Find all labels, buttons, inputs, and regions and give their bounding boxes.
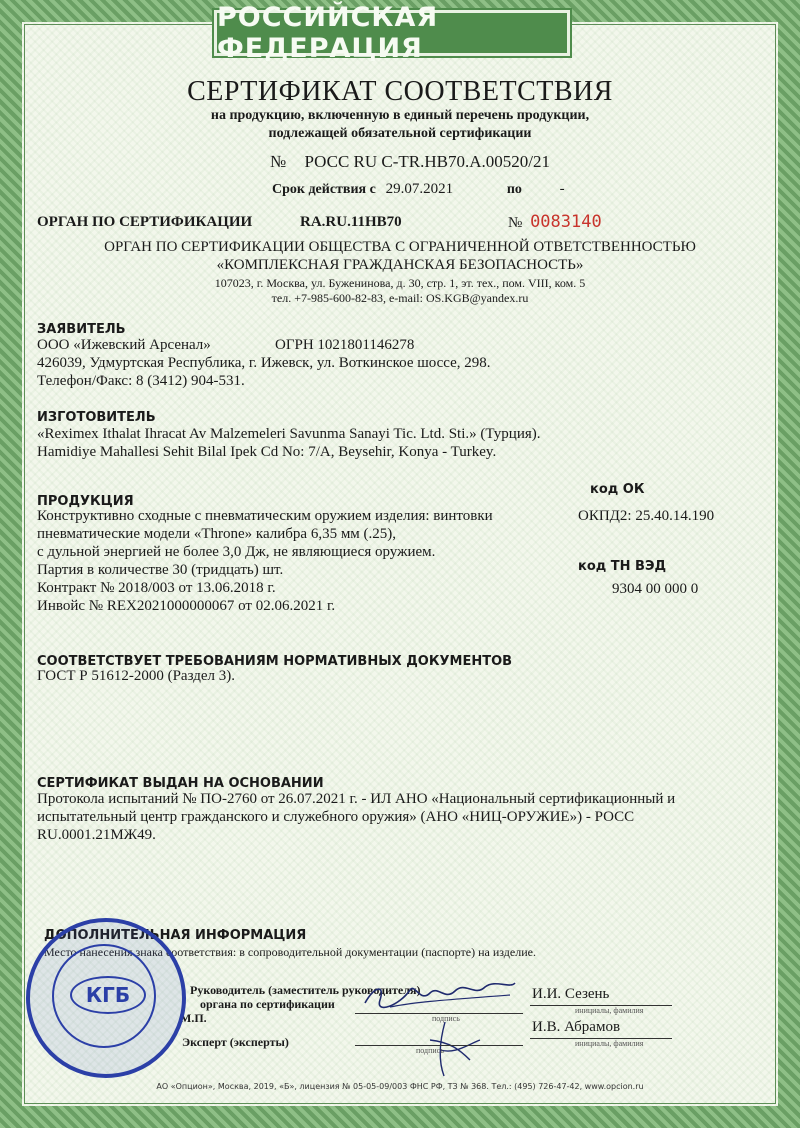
product-header: ПРОДУКЦИЯ bbox=[37, 494, 134, 509]
form-number-row bbox=[508, 212, 602, 232]
validity-label: Срок действия с bbox=[272, 182, 376, 197]
validity-to-label: по bbox=[506, 182, 522, 197]
basis-header: СЕРТИФИКАТ ВЫДАН НА ОСНОВАНИИ bbox=[37, 776, 324, 791]
printer-footer: АО «Опцион», Москва, 2019, «Б», лицензия № 05-05-09/003 ФНС РФ, ТЗ № 368. Тел.: (495) 726-47-42, www.opcion.ru bbox=[156, 1082, 644, 1091]
cert-number-row bbox=[270, 152, 550, 172]
certificate-title: СЕРТИФИКАТ СООТВЕТСТВИЯ bbox=[187, 76, 613, 107]
basis-line-2: испытательный центр гражданского и служебного оружия» (АНО «НИЦ-ОРУЖИЕ») - РОСС bbox=[37, 809, 635, 825]
validity-to: - bbox=[559, 181, 565, 197]
ok-code-label: код ОК bbox=[590, 482, 645, 497]
applicant-ogrn: ОГРН 1021801146278 bbox=[275, 337, 415, 353]
banner-text: РОССИЙСКАЯ ФЕДЕРАЦИЯ bbox=[217, 2, 439, 64]
head-signature-caption: подпись bbox=[432, 1014, 460, 1023]
head-signature bbox=[360, 975, 520, 1015]
product-line-6: Инвойс № REX2021000000067 от 02.06.2021 г. bbox=[37, 598, 336, 614]
cert-number: РОСС RU C-TR.HB70.A.00520/21 bbox=[304, 152, 551, 171]
stamp-center-text: КГБ bbox=[70, 976, 146, 1014]
form-number-label: № bbox=[508, 215, 523, 231]
applicant-name: ООО «Ижевский Арсенал» bbox=[37, 337, 211, 353]
head-name: И.И. Сезень bbox=[532, 986, 610, 1002]
form-serial-number: 0083140 bbox=[530, 212, 602, 232]
subtitle-line-2: подлежащей обязательной сертификации bbox=[268, 126, 532, 141]
additional-header: ДОПОЛНИТЕЛЬНАЯ ИНФОРМАЦИЯ bbox=[44, 928, 307, 943]
head-role-line-1: Руководитель (заместитель руководителя) bbox=[190, 983, 421, 997]
validity-from: 29.07.2021 bbox=[385, 181, 454, 197]
expert-role: Эксперт (эксперты) bbox=[182, 1035, 289, 1049]
ok-code-value: ОКПД2: 25.40.14.190 bbox=[578, 508, 715, 524]
body-code: RA.RU.11HB70 bbox=[300, 214, 402, 230]
organization-seal-stamp bbox=[26, 918, 186, 1078]
conformity-header: СООТВЕТСТВУЕТ ТРЕБОВАНИЯМ НОРМАТИВНЫХ ДОКУМЕНТОВ bbox=[37, 654, 513, 669]
applicant-address: 426039, Удмуртская Республика, г. Ижевск, ул. Воткинское шоссе, 298. bbox=[37, 355, 491, 371]
expert-signature-caption: подпись bbox=[416, 1046, 444, 1055]
cert-number-label: № bbox=[270, 152, 287, 171]
applicant-header: ЗАЯВИТЕЛЬ bbox=[37, 322, 126, 337]
head-name-caption: инициалы, фамилия bbox=[575, 1006, 644, 1015]
expert-name-caption: инициалы, фамилия bbox=[575, 1039, 644, 1048]
subtitle-line-1: на продукцию, включенную в единый перечень продукции, bbox=[210, 108, 590, 123]
body-contacts: тел. +7-985-600-82-83, e-mail: OS.KGB@yandex.ru bbox=[271, 291, 529, 305]
manufacturer-name: «Reximex Ithalat Ihracat Av Malzemeleri Savunma Sanayi Tic. Ltd. Sti.» (Турция). bbox=[37, 426, 541, 442]
body-label: ОРГАН ПО СЕРТИФИКАЦИИ bbox=[37, 214, 253, 230]
basis-line-3: RU.0001.21МЖ49. bbox=[37, 827, 156, 843]
applicant-phone: Телефон/Факс: 8 (3412) 904-531. bbox=[37, 373, 245, 389]
product-line-2: пневматические модели «Throne» калибра 6,35 мм (.25), bbox=[37, 526, 397, 542]
body-address: 107023, г. Москва, ул. Буженинова, д. 30, стр. 1, эт. тех., пом. VIII, ком. 5 bbox=[214, 276, 586, 290]
conformity-standard: ГОСТ Р 51612-2000 (Раздел 3). bbox=[37, 668, 235, 684]
body-name-line-2: «КОМПЛЕКСНАЯ ГРАЖДАНСКАЯ БЕЗОПАСНОСТЬ» bbox=[216, 257, 584, 273]
product-line-5: Контракт № 2018/003 от 13.06.2018 г. bbox=[37, 580, 276, 596]
validity-row bbox=[272, 181, 565, 198]
product-line-4: Партия в количестве 30 (тридцать) шт. bbox=[37, 562, 284, 578]
manufacturer-address: Hamidiye Mahallesi Sehit Bilal Ipek Cd No: 7/A, Beysehir, Konya - Turkey. bbox=[37, 444, 497, 460]
body-name-line-1: ОРГАН ПО СЕРТИФИКАЦИИ ОБЩЕСТВА С ОГРАНИЧЕННОЙ ОТВЕТСТВЕННОСТЬЮ bbox=[104, 239, 696, 255]
product-line-1: Конструктивно сходные с пневматическим оружием изделия: винтовки bbox=[37, 508, 493, 524]
tnved-code-label: код ТН ВЭД bbox=[578, 559, 667, 574]
additional-text: Место нанесения знака соответствия: в сопроводительной документации (паспорте) на изделие. bbox=[44, 945, 536, 959]
expert-signature bbox=[400, 1020, 490, 1078]
expert-name: И.В. Абрамов bbox=[532, 1019, 621, 1035]
tnved-code-value: 9304 00 000 0 bbox=[612, 581, 699, 597]
head-role-line-2: органа по сертификации bbox=[200, 997, 335, 1011]
mp-stamp-label: М.П. bbox=[180, 1011, 207, 1025]
country-banner bbox=[214, 2, 570, 64]
product-line-3: с дульной энергией не более 3,0 Дж, не являющиеся оружием. bbox=[37, 544, 436, 560]
manufacturer-header: ИЗГОТОВИТЕЛЬ bbox=[37, 410, 156, 425]
basis-line-1: Протокола испытаний № ПО-2760 от 26.07.2021 г. - ИЛ АНО «Национальный сертификационный и bbox=[37, 791, 676, 807]
